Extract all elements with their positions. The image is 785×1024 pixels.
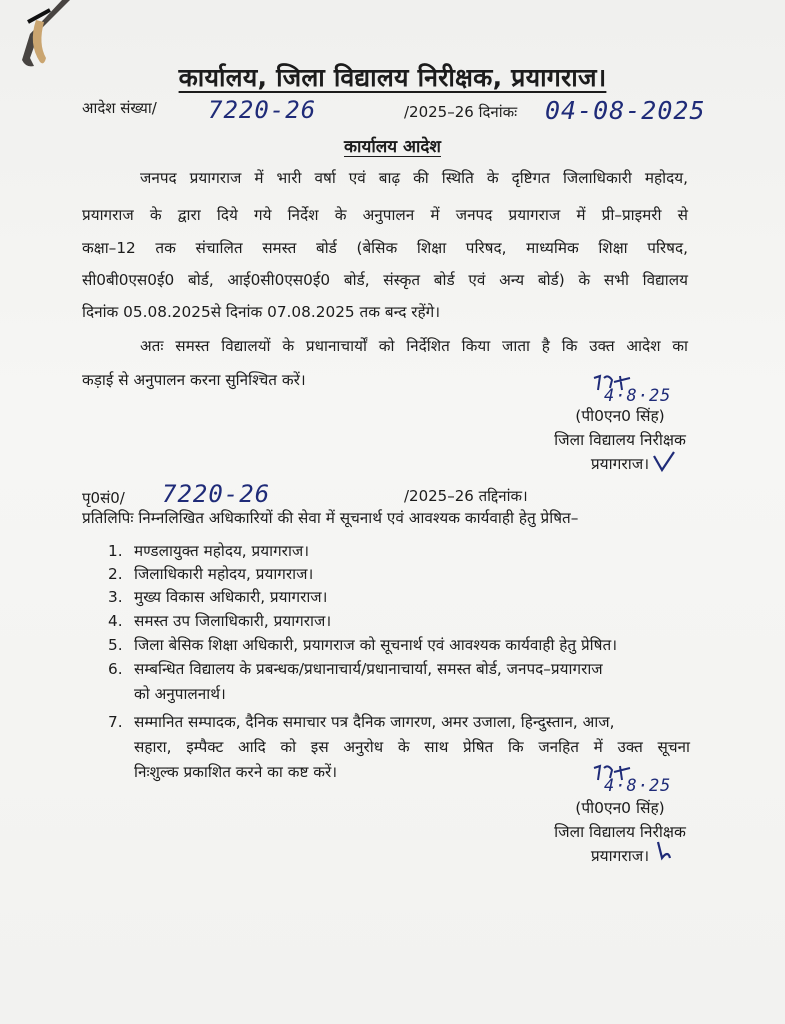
signatory-name-2: (पी0एन0 सिंह) (575, 799, 665, 817)
list-item: 4. समस्त उप जिलाधिकारी, प्रयागराज। (108, 612, 332, 630)
signatory-designation-1: जिला विद्यालय निरीक्षक (554, 431, 686, 449)
signatory-designation-2: जिला विद्यालय निरीक्षक (554, 823, 686, 841)
body-line-2: प्रयागराज के द्वारा दिये गये निर्देश के अनुपालन में जनपद प्रयागराज में प्री–प्राइमरी से (82, 206, 688, 224)
pen-mark-icon (652, 838, 676, 864)
signatory-place-1: प्रयागराज। (590, 455, 650, 473)
order-number-handwritten: 7220-26 (208, 96, 317, 124)
copy-intro: प्रतिलिपिः निम्नलिखित अधिकारियों की सेवा में सूचनार्थ एवं आवश्यक कार्यवाही हेतु प्रेषित– (82, 509, 579, 527)
list-item-continuation: सहारा, इम्पैक्ट आदि को इस अनुरोध के साथ प्रेषित कि जनहित में उक्त सूचना (134, 738, 690, 756)
signatory-place-2: प्रयागराज। (590, 847, 650, 865)
copy-number-label: पृ0सं0/ (82, 489, 125, 507)
body-line-6: अतः समस्त विद्यालयों के प्रधानाचार्यों को निर्देशित किया जाता है कि उक्त आदेश का (140, 337, 688, 355)
body-line-5: दिनांक 05.08.2025से दिनांक 07.08.2025 तक बन्द रहेंगे। (82, 303, 441, 321)
signature-date-1: 4·8·25 (604, 386, 672, 406)
list-item: 3. मुख्य विकास अधिकारी, प्रयागराज। (108, 588, 328, 606)
list-item: 2. जिलाधिकारी महोदय, प्रयागराज। (108, 565, 314, 583)
list-item: 1. मण्डलायुक्त महोदय, प्रयागराज। (108, 542, 310, 560)
order-number-label: आदेश संख्या/ (82, 99, 157, 117)
copy-number-handwritten: 7220-26 (162, 480, 271, 508)
signature-date-2: 4·8·25 (604, 776, 672, 796)
list-item: 6. सम्बन्धित विद्यालय के प्रबन्धक/प्रधानाचार्य/प्रधानाचार्या, समस्त बोर्ड, जनपद–प्रयागराज (108, 660, 603, 678)
office-title: कार्यालय, जिला विद्यालय निरीक्षक, प्रयागराज। (178, 63, 607, 92)
list-item-continuation: निःशुल्क प्रकाशित करने का कष्ट करें। (134, 763, 338, 781)
office-order-heading: कार्यालय आदेश (344, 137, 441, 157)
list-item: 5. जिला बेसिक शिक्षा अधिकारी, प्रयागराज को सूचनार्थ एवं आवश्यक कार्यवाही हेतु प्रेषित। (108, 636, 617, 654)
list-item-continuation: को अनुपालनार्थ। (134, 685, 226, 703)
copy-year-label: /2025–26 तद्दिनांक। (404, 487, 528, 505)
body-line-4: सी0बी0एस0ई0 बोर्ड, आई0सी0एस0ई0 बोर्ड, संस्कृत बोर्ड एवं अन्य बोर्ड) के सभी विद्यालय (82, 271, 688, 289)
order-date-handwritten: 04-08-2025 (545, 96, 706, 125)
body-line-7: कड़ाई से अनुपालन करना सुनिश्चित करें। (82, 371, 306, 389)
signatory-name-1: (पी0एन0 सिंह) (575, 407, 665, 425)
list-item: 7. सम्मानित सम्पादक, दैनिक समाचार पत्र दैनिक जागरण, अमर उजाला, हिन्दुस्तान, आज, (108, 713, 615, 731)
order-year-date-label: /2025–26 दिनांकः (404, 103, 518, 121)
body-line-3: कक्षा–12 तक संचालित समस्त बोर्ड (बेसिक शिक्षा परिषद, माध्यमिक शिक्षा परिषद, (82, 239, 688, 257)
pen-tick-icon (650, 448, 680, 474)
body-line-1: जनपद प्रयागराज में भारी वर्षा एवं बाढ़ की स्थिति के दृष्टिगत जिलाधिकारी महोदय, (140, 169, 688, 187)
